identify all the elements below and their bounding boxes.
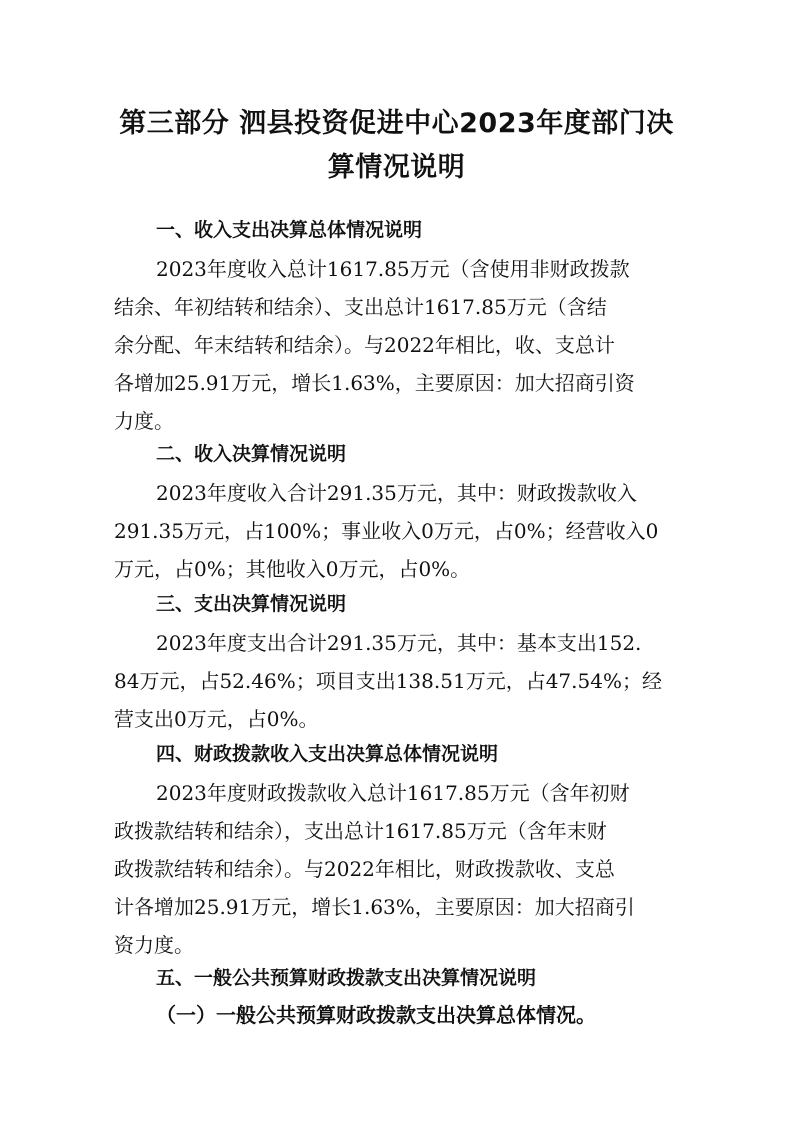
section-1-paragraph-line: 2023年度收入总计1617.85万元（含使用非财政拨款 [156, 257, 630, 281]
section-1-paragraph-line: 力度。 [114, 409, 174, 433]
section-3-heading: 三、支出决算情况说明 [156, 593, 347, 615]
section-1-paragraph-line: 各增加25.91万元，增长1.63%，主要原因：加大招商引资 [114, 371, 635, 395]
section-4-paragraph-line: 政拨款结转和结余）。与2022年相比，财政拨款收、支总 [114, 857, 615, 881]
section-4-heading: 四、财政拨款收入支出决算总体情况说明 [156, 743, 499, 765]
section-1-heading: 一、收入支出决算总体情况说明 [156, 219, 423, 241]
section-4-paragraph-line: 计各增加25.91万元，增长1.63%，主要原因：加大招商引 [114, 895, 635, 919]
document-title-line-2: 算情况说明 [327, 152, 466, 183]
section-2-paragraph-line: 万元，占0%；其他收入0万元，占0%。 [114, 557, 471, 581]
section-2-paragraph-line: 2023年度收入合计291.35万元，其中：财政拨款收入 [156, 481, 637, 505]
section-5-sub-heading: （一）一般公共预算财政拨款支出决算总体情况。 [156, 1003, 596, 1027]
section-3-paragraph-line: 84万元，占52.46%；项目支出138.51万元，占47.54%；经 [114, 669, 662, 693]
section-3-paragraph-line: 营支出0万元，占0%。 [114, 707, 319, 731]
section-4-paragraph-line: 政拨款结转和结余），支出总计1617.85万元（含年末财 [114, 819, 607, 843]
document-title-line-1: 第三部分 泗县投资促进中心2023年度部门决 [119, 108, 674, 139]
section-1-paragraph-line: 余分配、年末结转和结余）。与2022年相比，收、支总计 [114, 333, 615, 357]
section-2-heading: 二、收入决算情况说明 [156, 443, 347, 465]
section-4-paragraph-line: 资力度。 [114, 933, 194, 957]
section-3-paragraph-line: 2023年度支出合计291.35万元，其中：基本支出152. [156, 631, 642, 655]
section-4-paragraph-line: 2023年度财政拨款收入总计1617.85万元（含年初财 [156, 781, 630, 805]
section-2-paragraph-line: 291.35万元，占100%；事业收入0万元，占0%；经营收入0 [114, 519, 659, 543]
section-5-heading: 五、一般公共预算财政拨款支出决算情况说明 [156, 967, 537, 989]
section-1-paragraph-line: 结余、年初结转和结余）、支出总计1617.85万元（含结 [114, 295, 607, 319]
